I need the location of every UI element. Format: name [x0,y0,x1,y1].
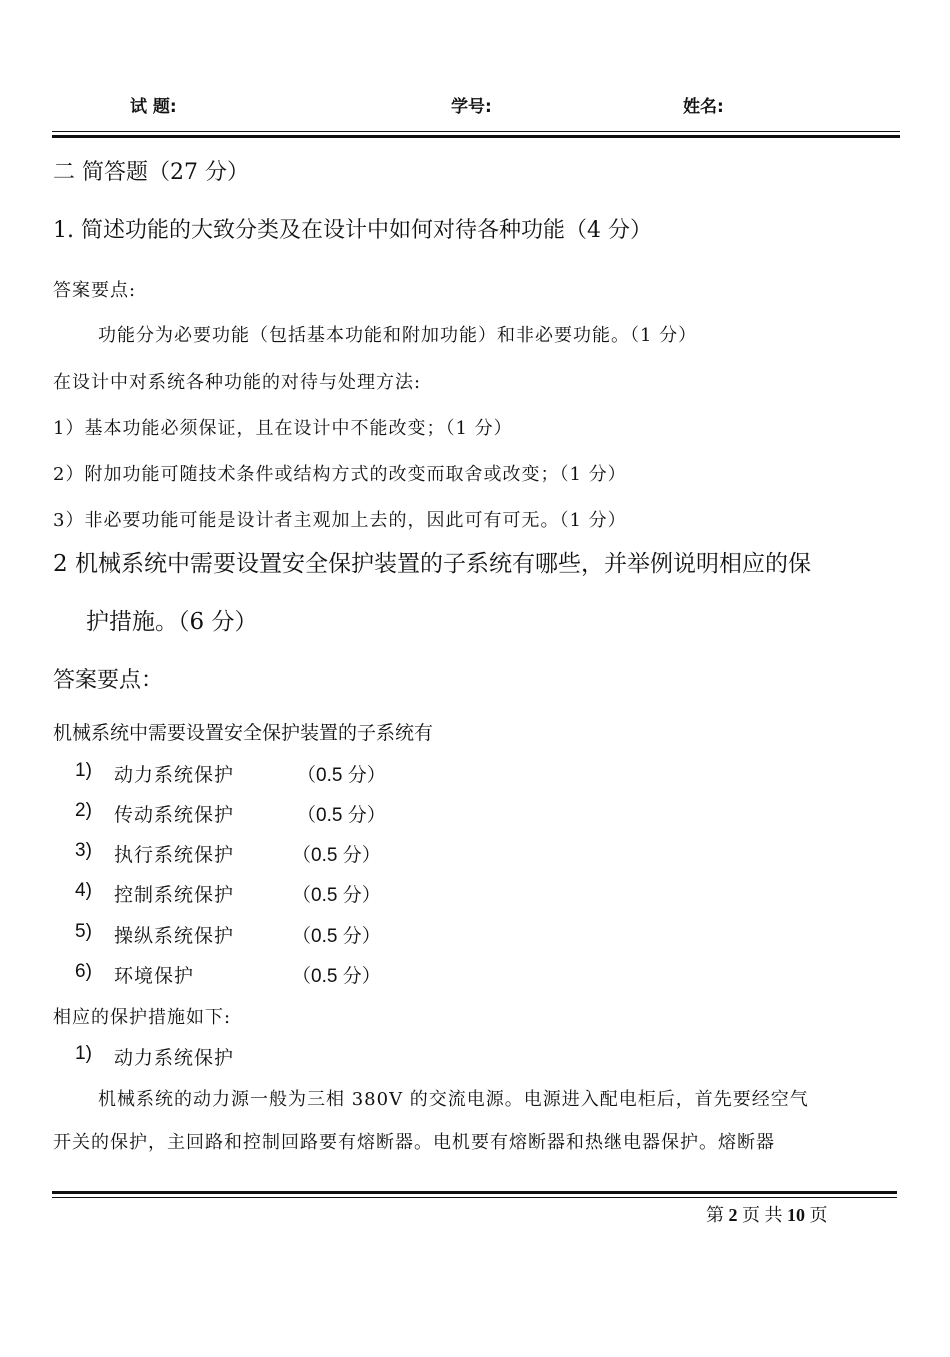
q1-line-2: 在设计中对系统各种功能的对待与处理方法: [53,372,422,393]
footer-rule-bottom [52,1197,897,1198]
exam-label: 试 题: [130,97,177,117]
list-item-number: 1) [75,760,92,781]
student-id-label: 学号: [451,97,492,117]
q1-line-5: 3）非必要功能可能是设计者主观加上去的，因此可有可无。（1 分） [53,510,627,531]
question-2-title-line-1: 2 机械系统中需要设置安全保护装置的子系统有哪些，并举例说明相应的保 [53,551,811,577]
measures-label: 相应的保护措施如下: [53,1007,232,1028]
list-item-points: （0.5 分） [292,966,381,987]
question-1-title: 1. 简述功能的大致分类及在设计中如何对待各种功能（4 分） [53,218,652,243]
list-item-text: 操纵系统保护 [114,925,235,947]
list-item-number: 4) [75,880,92,901]
list-item-number: 6) [75,961,92,982]
list-item-text: 动力系统保护 [114,764,235,786]
name-label: 姓名: [683,97,724,117]
q1-line-1: 功能分为必要功能（包括基本功能和附加功能）和非必要功能。（1 分） [98,325,698,346]
q1-line-4: 2）附加功能可随技术条件或结构方式的改变而取舍或改变；（1 分） [53,464,627,485]
paragraph-line-2: 开关的保护，主回路和控制回路要有熔断器。电机要有熔断器和热继电器保护。熔断器 [53,1132,775,1153]
footer-suffix: 页 [809,1205,828,1225]
list-item-text: 传动系统保护 [114,804,235,826]
list-item-points: （0.5 分） [292,885,381,906]
footer-middle: 页 共 [742,1205,783,1225]
measure-1-title: 动力系统保护 [114,1047,235,1069]
list-item-text: 环境保护 [114,965,195,987]
list-item-text: 执行系统保护 [114,844,235,866]
q1-line-3: 1）基本功能必须保证，且在设计中不能改变；（1 分） [53,418,513,439]
list-item-points: （0.5 分） [297,805,386,826]
header-rule-bottom [52,135,900,138]
question-1-answer-label: 答案要点: [53,280,137,301]
list-item-number: 2) [75,800,92,821]
list-item-text: 控制系统保护 [114,884,235,906]
question-2-title-line-2: 护措施。（6 分） [86,609,258,635]
section-title: 二 简答题（27 分） [53,160,249,185]
page-number: 2 [728,1205,738,1225]
measure-1-number: 1) [75,1043,92,1064]
list-item-points: （0.5 分） [292,926,381,947]
page-footer [706,1201,828,1227]
footer-rule-top [52,1191,897,1194]
list-item-points: （0.5 分） [292,845,381,866]
list-item-points: （0.5 分） [297,765,386,786]
question-2-answer-label: 答案要点： [53,668,164,693]
footer-prefix: 第 [706,1205,724,1225]
paragraph-line-1: 机械系统的动力源一般为三相 380V 的交流电源。电源进入配电柜后，首先要经空气 [98,1089,809,1110]
header-rule-top [52,131,900,132]
q2-intro: 机械系统中需要设置安全保护装置的子系统有 [53,722,434,744]
total-pages: 10 [787,1205,805,1225]
list-item-number: 3) [75,840,92,861]
list-item-number: 5) [75,921,92,942]
